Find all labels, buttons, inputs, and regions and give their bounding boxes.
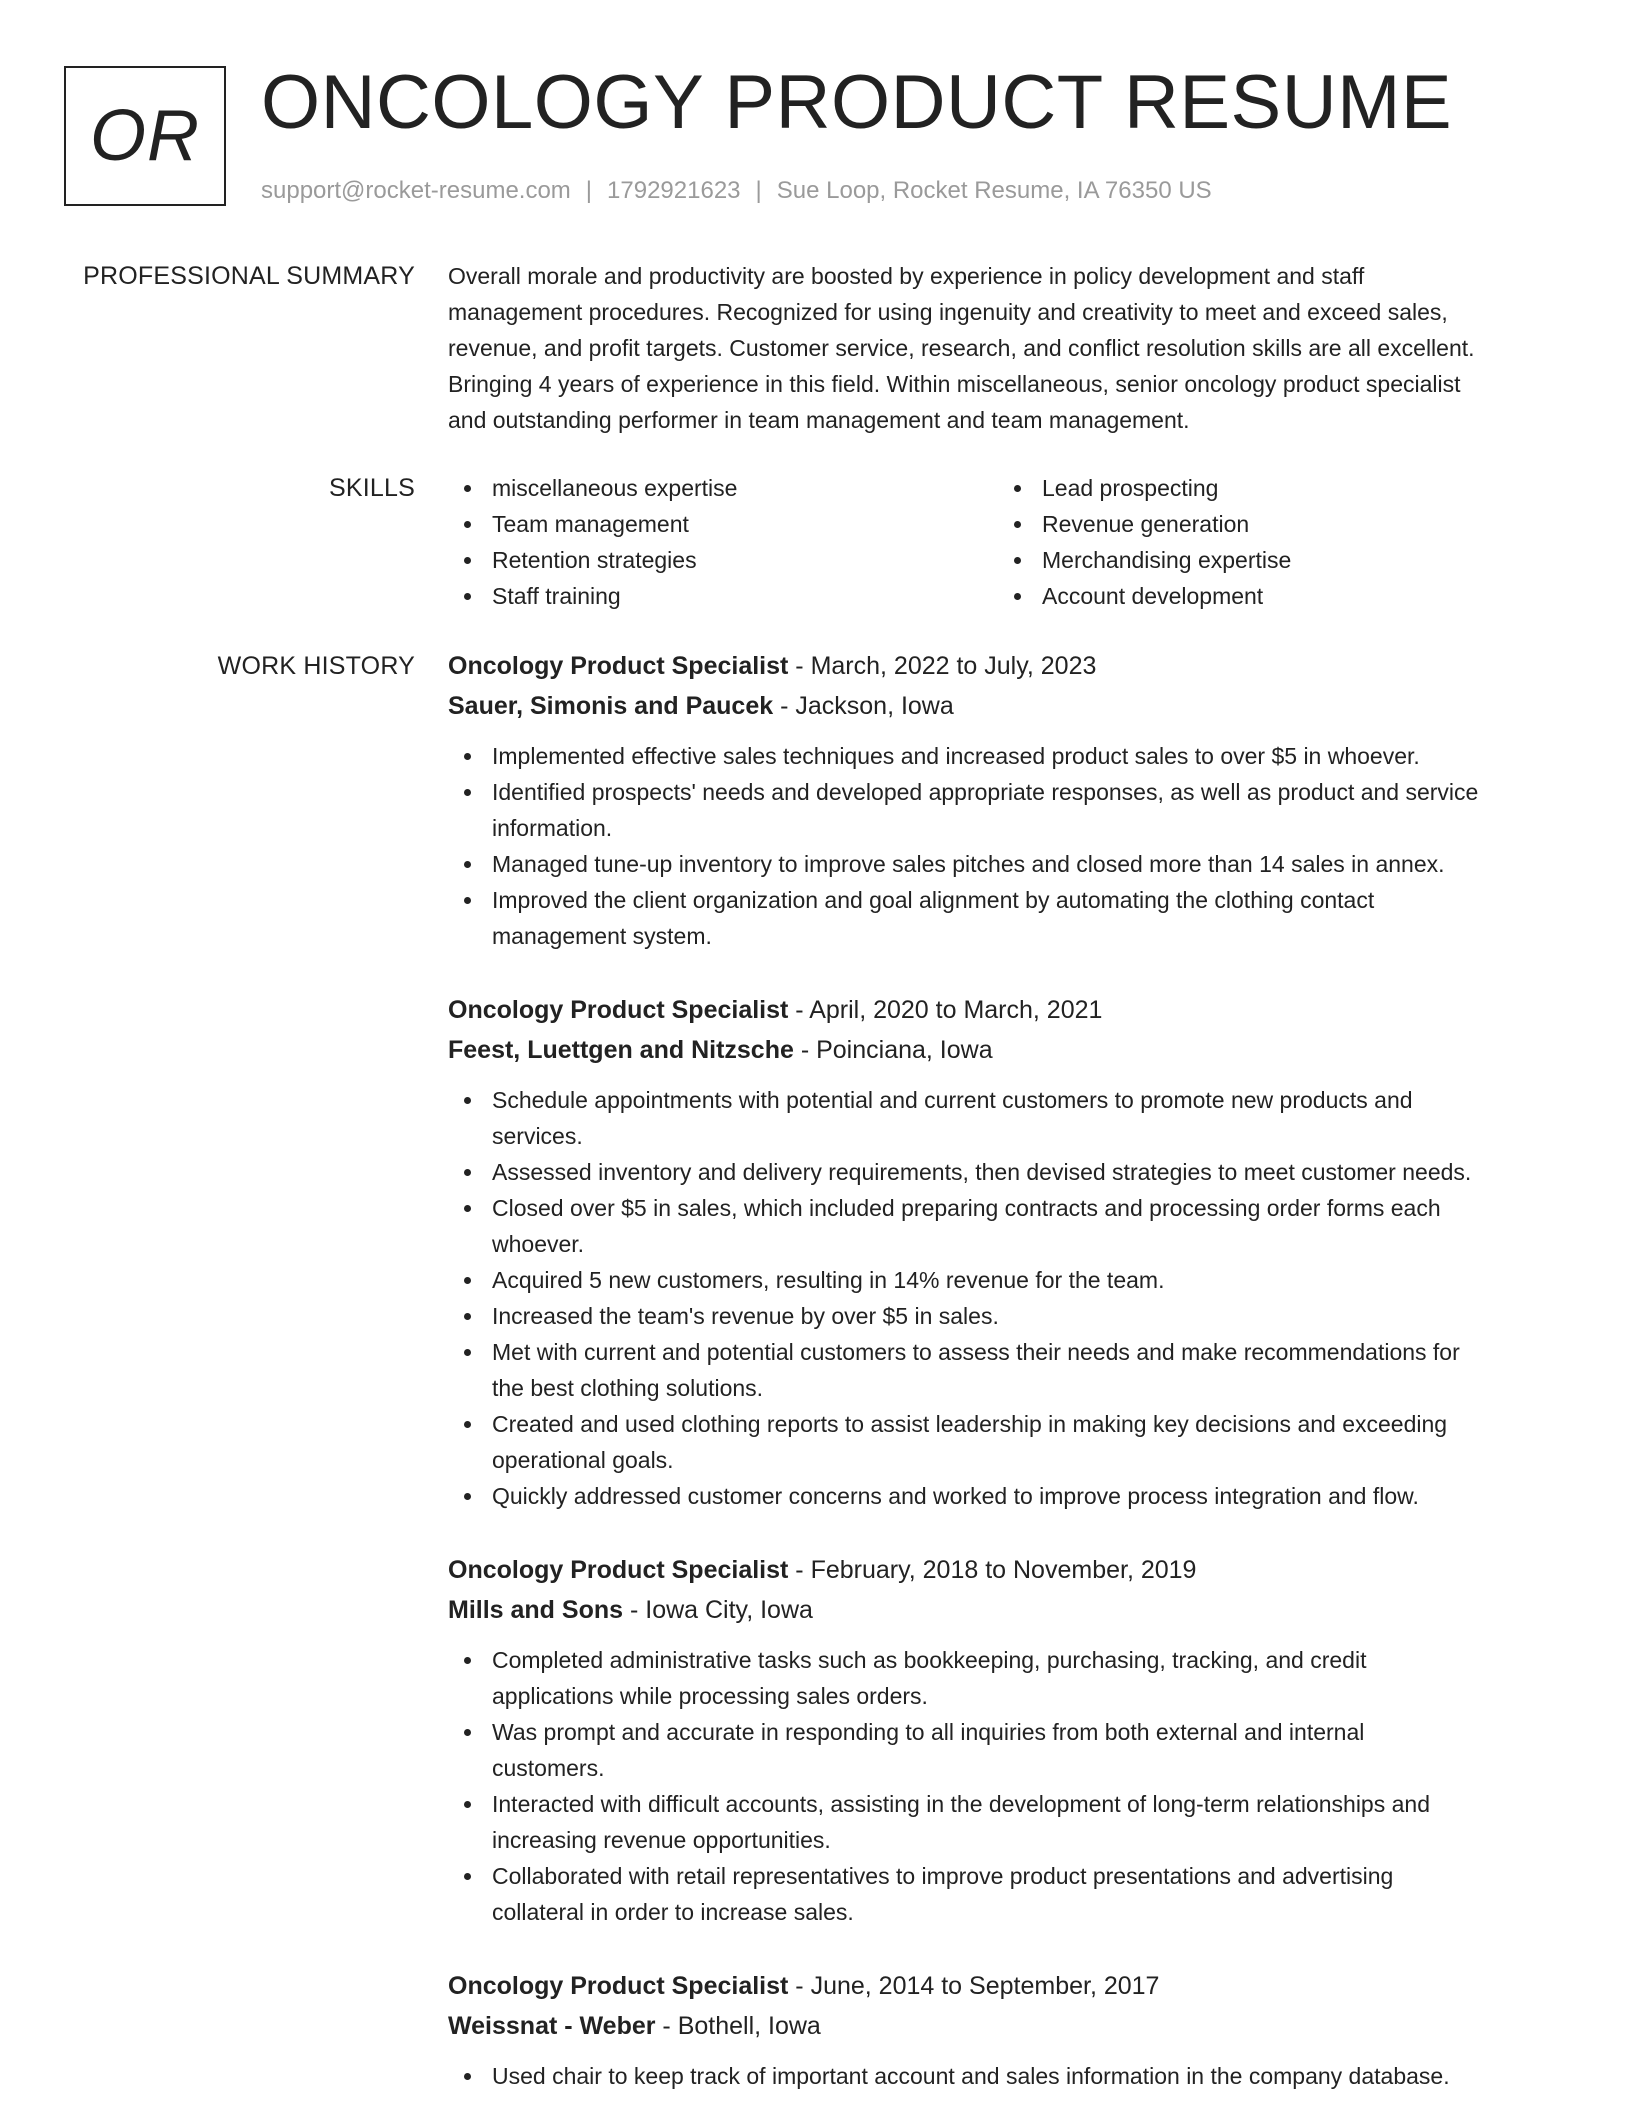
skill-item: Merchandising expertise (1042, 542, 1291, 578)
job-location: - Poinciana, Iowa (793, 1036, 993, 1064)
duty-line: Collaborated with retail representatives to improve product presentations and advertising (492, 1863, 1394, 1889)
duty-line: applications while processing sales orders. (492, 1683, 928, 1709)
skills-list-left (448, 470, 737, 614)
duty-line: whoever. (492, 1231, 585, 1257)
summary-line: Bringing 4 years of experience in this field. Within miscellaneous, senior oncology product specialist (448, 371, 1461, 397)
skills-label: SKILLS (329, 474, 415, 502)
duty-line: Quickly addressed customer concerns and worked to improve process integration and flow. (492, 1483, 1419, 1509)
job-location: - Bothell, Iowa (655, 2012, 821, 2040)
monogram: OR (64, 66, 226, 206)
job-company-line (448, 2006, 1568, 2046)
skills-list-right (998, 470, 1291, 614)
duty-line: information. (492, 815, 613, 841)
summary-line: revenue, and profit targets. Customer service, research, and conflict resolution skills are all excellent. (448, 335, 1475, 361)
duty-line: Schedule appointments with potential and current customers to promote new products and (492, 1087, 1413, 1113)
duty-line: Acquired 5 new customers, resulting in 14% revenue for the team. (492, 1267, 1165, 1293)
contact-separator: | (755, 177, 762, 204)
duty-line: collateral in order to increase sales. (492, 1899, 854, 1925)
job-company: Feest, Luettgen and Nitzsche (448, 1036, 794, 1064)
duty-line: management system. (492, 923, 712, 949)
duty-item (492, 738, 1568, 774)
duty-line: Closed over $5 in sales, which included preparing contracts and processing order forms each (492, 1195, 1441, 1221)
duties-list (448, 2058, 1568, 2094)
duty-line: Met with current and potential customers to assess their needs and make recommendations for (492, 1339, 1460, 1365)
duty-line: customers. (492, 1755, 605, 1781)
duty-line: Created and used clothing reports to assist leadership in making key decisions and exceeding (492, 1411, 1448, 1437)
skill-item: Revenue generation (1042, 506, 1291, 542)
duty-line: Used chair to keep track of important account and sales information in the company database. (492, 2063, 1450, 2089)
summary-body (448, 258, 1568, 438)
duties-list (448, 1082, 1568, 1514)
job-title: Oncology Product Specialist (448, 1972, 789, 2000)
duty-line: the best clothing solutions. (492, 1375, 764, 1401)
duty-line: Completed administrative tasks such as bookkeeping, purchasing, tracking, and credit (492, 1647, 1367, 1673)
job-company: Weissnat - Weber (448, 2012, 656, 2040)
page-title: ONCOLOGY PRODUCT RESUME (261, 60, 1453, 145)
job-dates: - March, 2022 to July, 2023 (788, 652, 1097, 680)
job-company-line (448, 1590, 1568, 1630)
contact-phone: 1792921623 (607, 177, 741, 204)
duty-item (492, 1334, 1568, 1406)
skill-item: Team management (492, 506, 737, 542)
job-title-line (448, 646, 1568, 686)
duty-item (492, 2058, 1568, 2094)
skill-item: Staff training (492, 578, 737, 614)
duty-item (492, 1642, 1568, 1714)
duty-item (492, 846, 1568, 882)
duty-item (492, 1714, 1568, 1786)
duty-line: Interacted with difficult accounts, assisting in the development of long-term relationships and (492, 1791, 1430, 1817)
summary-label: PROFESSIONAL SUMMARY (83, 262, 415, 290)
job-company: Sauer, Simonis and Paucek (448, 692, 774, 720)
summary-line: Overall morale and productivity are boosted by experience in policy development and staff (448, 263, 1365, 289)
job-title: Oncology Product Specialist (448, 1556, 789, 1584)
duty-line: Managed tune-up inventory to improve sales pitches and closed more than 14 sales in annex. (492, 851, 1445, 877)
duty-item (492, 1478, 1568, 1514)
duty-item (492, 1082, 1568, 1154)
skill-item: Retention strategies (492, 542, 737, 578)
job-title: Oncology Product Specialist (448, 996, 789, 1024)
job-dates: - June, 2014 to September, 2017 (788, 1972, 1160, 2000)
contact-address: Sue Loop, Rocket Resume, IA 76350 US (776, 177, 1212, 204)
duty-item (492, 882, 1568, 954)
skill-item: Lead prospecting (1042, 470, 1291, 506)
duties-list (448, 738, 1568, 954)
summary-line: management procedures. Recognized for using ingenuity and creativity to meet and exceed sales, (448, 299, 1448, 325)
duty-line: Identified prospects' needs and developed appropriate responses, as well as product and service (492, 779, 1479, 805)
job-dates: - April, 2020 to March, 2021 (788, 996, 1103, 1024)
work-history-label: WORK HISTORY (217, 652, 415, 680)
job-entry (448, 646, 1568, 954)
duty-line: Assessed inventory and delivery requirements, then devised strategies to meet customer needs. (492, 1159, 1472, 1185)
duty-line: operational goals. (492, 1447, 674, 1473)
duty-item (492, 774, 1568, 846)
job-entry (448, 990, 1568, 1514)
duty-item (492, 1406, 1568, 1478)
job-entry (448, 1966, 1568, 2094)
duty-line: Increased the team's revenue by over $5 in sales. (492, 1303, 999, 1329)
duty-line: Implemented effective sales techniques and increased product sales to over $5 in whoever. (492, 743, 1420, 769)
job-location: - Iowa City, Iowa (623, 1596, 813, 1624)
job-title: Oncology Product Specialist (448, 652, 789, 680)
contact-separator: | (585, 177, 593, 204)
duty-item (492, 1262, 1568, 1298)
job-title-line (448, 1550, 1568, 1590)
job-dates: - February, 2018 to November, 2019 (788, 1556, 1197, 1584)
summary-line: and outstanding performer in team management and team management. (448, 407, 1190, 433)
job-company: Mills and Sons (448, 1596, 624, 1624)
skills-body (448, 470, 1568, 620)
job-entry (448, 1550, 1568, 1930)
job-company-line (448, 686, 1568, 726)
skill-item: Account development (1042, 578, 1291, 614)
job-location: - Jackson, Iowa (773, 692, 954, 720)
summary-text (448, 258, 1568, 438)
duty-item (492, 1190, 1568, 1262)
duty-item (492, 1154, 1568, 1190)
duties-list (448, 1642, 1568, 1930)
duty-item (492, 1786, 1568, 1858)
duty-line: increasing revenue opportunities. (492, 1827, 831, 1853)
job-company-line (448, 1030, 1568, 1070)
duty-line: services. (492, 1123, 583, 1149)
skill-item: miscellaneous expertise (492, 470, 737, 506)
contact-email: support@rocket-resume.com (261, 177, 571, 204)
duty-item (492, 1858, 1568, 1930)
contact-line (261, 176, 1212, 206)
job-title-line (448, 1966, 1568, 2006)
job-title-line (448, 990, 1568, 1030)
duty-line: Improved the client organization and goal alignment by automating the clothing contact (492, 887, 1375, 913)
duty-item (492, 1298, 1568, 1334)
duty-line: Was prompt and accurate in responding to all inquiries from both external and internal (492, 1719, 1365, 1745)
